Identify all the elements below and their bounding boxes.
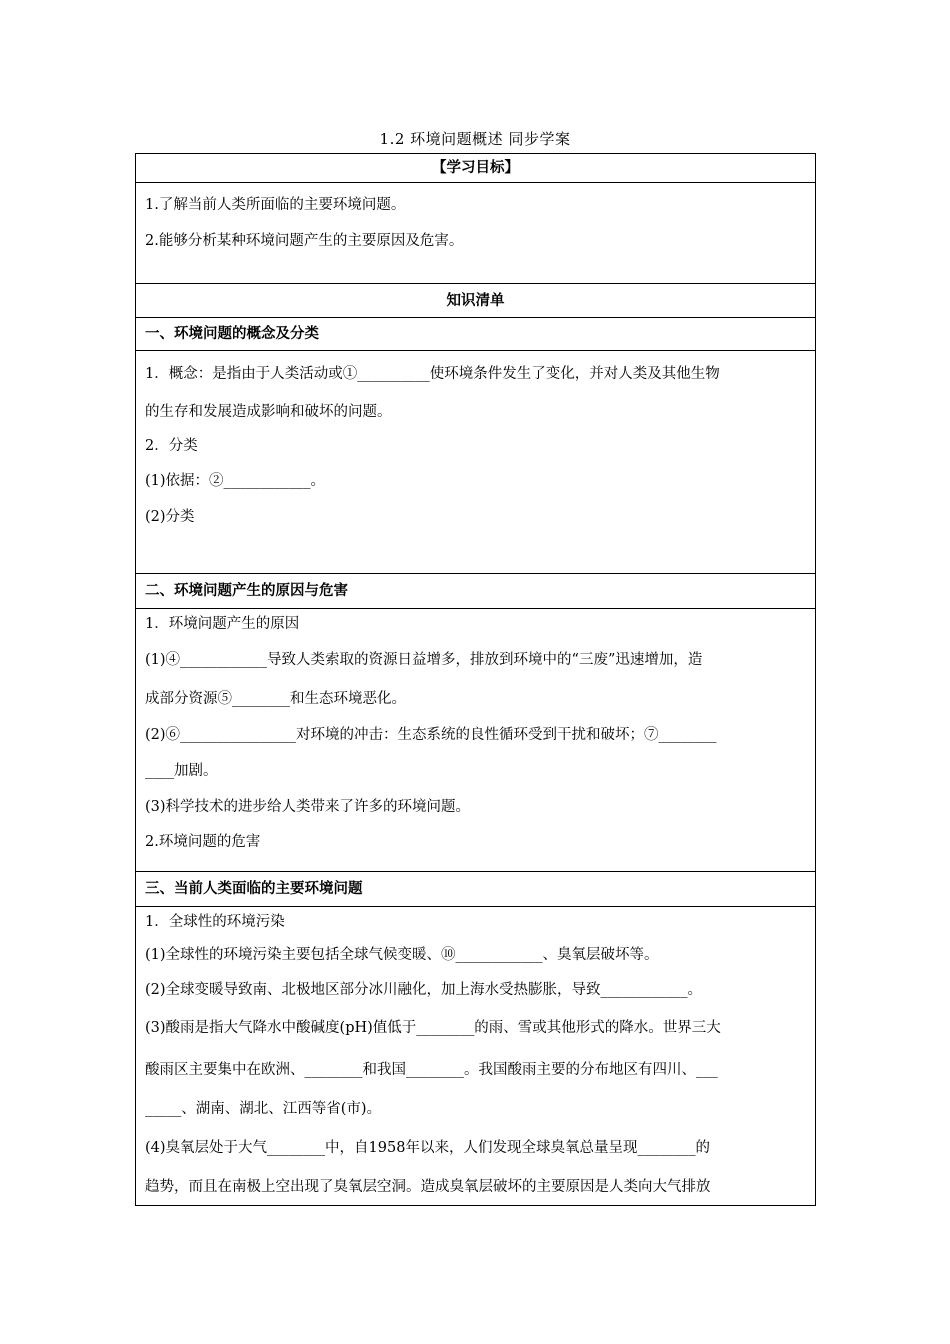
document-title: 1.2 环境问题概述 同步学案 bbox=[379, 130, 571, 148]
learning-goals-header: 【学习目标】 bbox=[136, 154, 816, 183]
text-line: (3)酸雨是指大气降水中酸碱度(pH)值低于________的雨、雪或其他形式的降水。世界三大 bbox=[145, 1020, 721, 1036]
section-heading: 三、当前人类面临的主要环境问题 bbox=[136, 872, 816, 907]
worksheet-table bbox=[135, 153, 816, 1206]
knowledge-list-header: 知识清单 bbox=[136, 284, 816, 318]
goal-item: 1.了解当前人类所面临的主要环境问题。 bbox=[145, 197, 406, 213]
section3-body bbox=[136, 907, 816, 1206]
text-line: (1)依据：②____________。 bbox=[145, 473, 326, 489]
section2-body bbox=[136, 609, 816, 872]
text-line: 趋势，而且在南极上空出现了臭氧层空洞。造成臭氧层破坏的主要原因是人类向大气排放 bbox=[145, 1179, 711, 1195]
text-line: (2)全球变暖导致南、北极地区部分冰川融化，加上海水受热膨胀，导致____________。 bbox=[145, 982, 703, 998]
text-line: 2.环境问题的危害 bbox=[145, 834, 261, 850]
text-line: (1)全球性的环境污染主要包括全球气候变暖、⑩____________、臭氧层破坏等。 bbox=[145, 947, 659, 963]
section-heading: 一、环境问题的概念及分类 bbox=[136, 318, 816, 351]
text-line: 1．环境问题产生的原因 bbox=[145, 616, 300, 632]
text-line: 成部分资源⑤________和生态环境恶化。 bbox=[145, 691, 406, 707]
text-line: 2．分类 bbox=[145, 438, 198, 454]
text-line: (4)臭氧层处于大气________中，自1958年以来，人们发现全球臭氧总量呈现________的 bbox=[145, 1140, 710, 1156]
text-line: 1．全球性的环境污染 bbox=[145, 914, 285, 930]
learning-goals-cell bbox=[136, 183, 816, 284]
text-line: 1．概念：是指由于人类活动或①__________使环境条件发生了变化，并对人类及其他生物 bbox=[145, 366, 720, 382]
text-line: (2)分类 bbox=[145, 509, 195, 525]
text-line: (2)⑥________________对环境的冲击：生态系统的良性循环受到干扰和破坏；⑦________ bbox=[145, 727, 717, 743]
section1-body bbox=[136, 351, 816, 574]
text-line: 酸雨区主要集中在欧洲、________和我国________。我国酸雨主要的分布地区有四川、___ bbox=[145, 1062, 718, 1078]
goal-item: 2.能够分析某种环境问题产生的主要原因及危害。 bbox=[145, 233, 464, 249]
section-heading: 二、环境问题产生的原因与危害 bbox=[136, 574, 816, 609]
text-line: _____、湖南、湖北、江西等省(市)。 bbox=[145, 1101, 382, 1117]
text-line: (3)科学技术的进步给人类带来了许多的环境问题。 bbox=[145, 799, 471, 815]
text-line: 的生存和发展造成影响和破坏的问题。 bbox=[145, 404, 392, 420]
text-line: ____加剧。 bbox=[145, 763, 218, 779]
text-line: (1)④____________导致人类索取的资源日益增多，排放到环境中的“三废”迅速增加，造 bbox=[145, 652, 703, 668]
